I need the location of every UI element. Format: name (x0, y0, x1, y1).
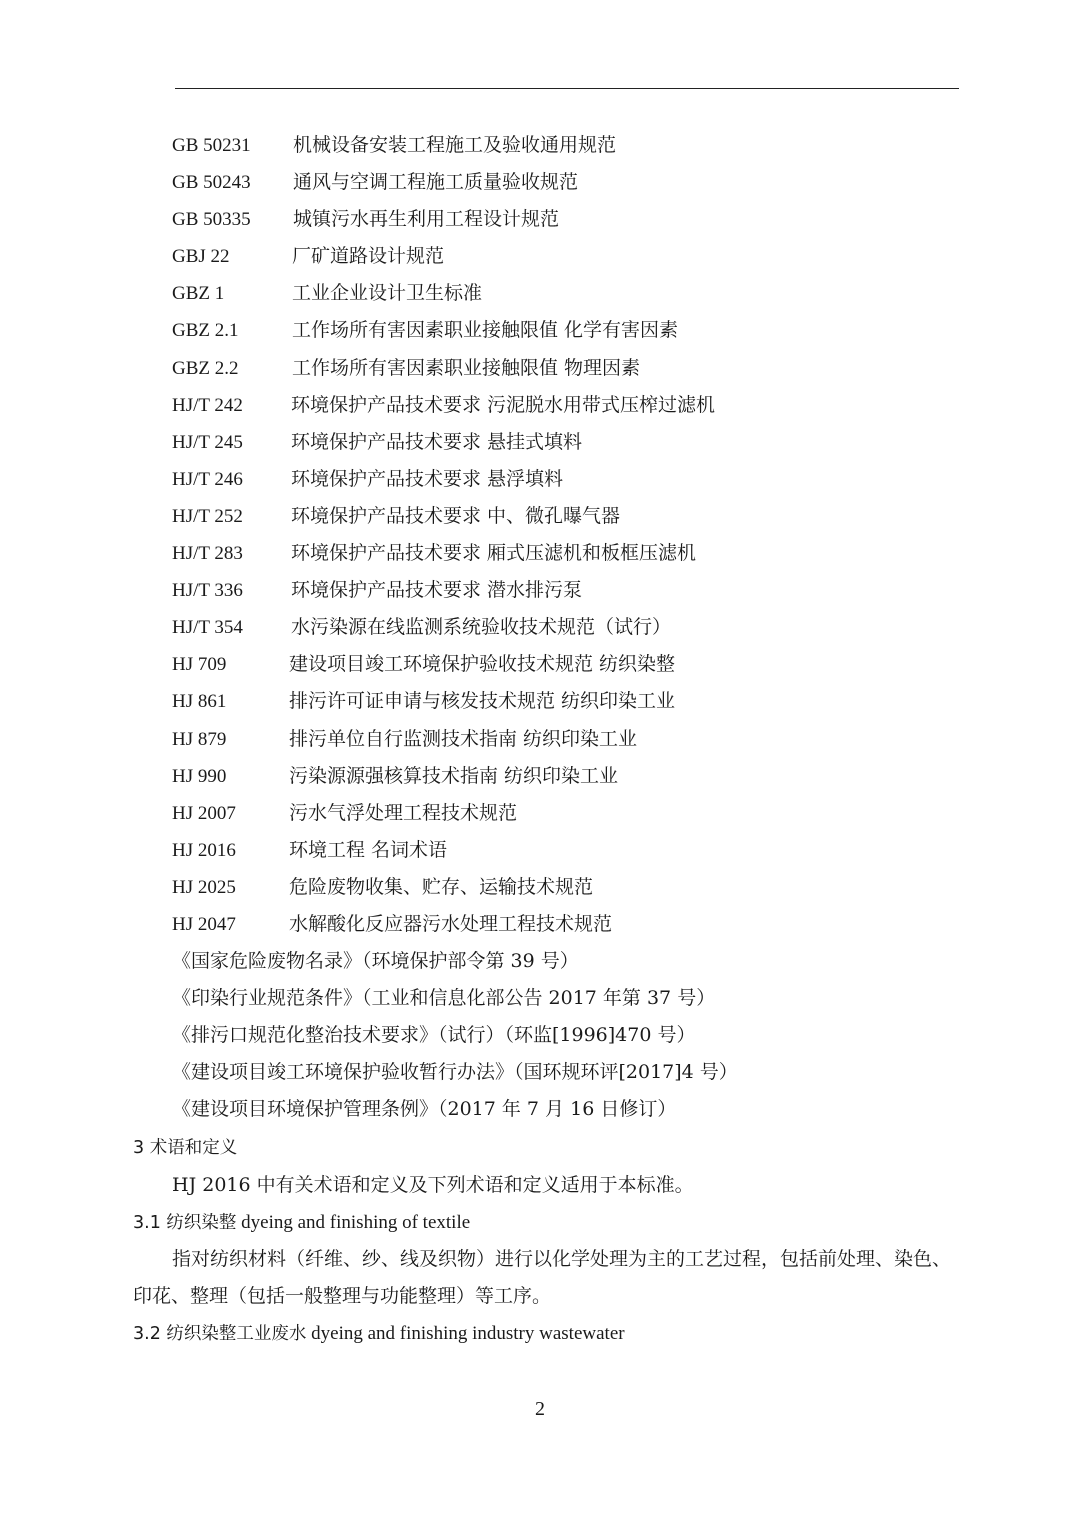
term-3-2-heading (133, 1315, 625, 1353)
normative-references-list (0, 127, 1080, 1129)
reference-row (0, 832, 1080, 869)
term-3-2-row (0, 1315, 1080, 1352)
reference-title: 环境保护产品技术要求 悬浮填料 (291, 467, 564, 490)
reference-title: 建设项目竣工环境保护验收技术规范 纺织染整 (289, 653, 676, 676)
reference-title: 危险废物收集、贮存、运输技术规范 (289, 875, 594, 898)
reference-title: 环境保护产品技术要求 中、微孔曝气器 (291, 504, 621, 527)
header-rule (175, 88, 959, 89)
section-3-heading-row (0, 1130, 1080, 1167)
reference-row (0, 275, 1080, 312)
reference-code: HJ/T 252 (172, 505, 243, 527)
reference-row (0, 164, 1080, 201)
reference-code: HJ 2047 (172, 913, 236, 935)
reference-code: GB 50231 (172, 135, 251, 156)
reference-title: 环境工程 名词术语 (289, 838, 448, 861)
term-3-1-row (0, 1204, 1080, 1241)
term-3-2-english: dyeing and finishing industry wastewater (306, 1323, 625, 1344)
reference-code: GB 50335 (172, 209, 251, 231)
reference-row (0, 795, 1080, 832)
reference-code: HJ 879 (172, 728, 227, 750)
reference-title: 环境保护产品技术要求 潜水排污泵 (291, 579, 583, 602)
reference-row (0, 387, 1080, 424)
reference-code: HJ 2025 (172, 876, 236, 898)
reference-code: GBJ 22 (172, 246, 230, 268)
reference-row (0, 869, 1080, 906)
regulation-document: 《排污口规范化整治技术要求》（试行）（环监[1996]470 号） (172, 1024, 696, 1047)
reference-row (0, 201, 1080, 238)
reference-code: HJ 2016 (172, 839, 236, 861)
reference-row (0, 609, 1080, 646)
reference-code: HJ/T 354 (172, 617, 243, 639)
reference-title: 通风与空调工程施工质量验收规范 (293, 171, 579, 194)
reference-code: HJ/T 242 (172, 394, 243, 416)
term-3-1-definition-row-1 (0, 1241, 1080, 1278)
reference-code: HJ/T 245 (172, 431, 243, 453)
section-3-heading: 3 术语和定义 (133, 1138, 238, 1158)
reference-title: 环境保护产品技术要求 悬挂式填料 (291, 430, 583, 453)
term-3-1-definition-line-2: 印花、整理（包括一般整理与功能整理）等工序。 (133, 1285, 552, 1307)
reference-title: 工业企业设计卫生标准 (292, 282, 483, 305)
reference-row (0, 127, 1080, 164)
reference-row (0, 312, 1080, 349)
reference-code: HJ/T 246 (172, 468, 243, 490)
term-3-1-title: 3.1 纺织染整 (133, 1213, 237, 1233)
reference-row (0, 683, 1080, 720)
reference-code: HJ 2007 (172, 802, 236, 824)
reference-code: HJ/T 283 (172, 543, 243, 565)
reference-row (0, 646, 1080, 683)
regulation-document: 《建设项目环境保护管理条例》（2017 年 7 月 16 日修订） (172, 1098, 677, 1121)
reference-code: GBZ 2.1 (172, 320, 239, 342)
reference-row (0, 461, 1080, 498)
reference-title: 水解酸化反应器污水处理工程技术规范 (289, 912, 613, 935)
reference-title: 环境保护产品技术要求 污泥脱水用带式压榨过滤机 (291, 393, 716, 416)
reference-row (0, 906, 1080, 943)
regulation-document: 《印染行业规范条件》（工业和信息化部公告 2017 年第 37 号） (172, 987, 716, 1010)
reference-title: 排污许可证申请与核发技术规范 纺织印染工业 (289, 690, 676, 713)
reference-row (0, 572, 1080, 609)
regulation-document: 《国家危险废物名录》（环境保护部令第 39 号） (172, 950, 579, 973)
reference-row (0, 498, 1080, 535)
reference-title: 机械设备安装工程施工及验收通用规范 (293, 134, 617, 156)
reference-title: 排污单位自行监测技术指南 纺织印染工业 (289, 727, 638, 750)
term-3-1-heading (133, 1204, 470, 1242)
reference-row (0, 424, 1080, 461)
regulation-document: 《建设项目竣工环境保护验收暂行办法》（国环规环评[2017]4 号） (172, 1061, 738, 1084)
reference-title: 水污染源在线监测系统验收技术规范（试行） (291, 616, 672, 639)
section-3-intro: HJ 2016 中有关术语和定义及下列术语和定义适用于本标准。 (172, 1174, 694, 1196)
reference-title: 工作场所有害因素职业接触限值 物理因素 (292, 356, 641, 379)
reference-title: 污水气浮处理工程技术规范 (289, 801, 518, 824)
term-3-1-definition-line-1: 指对纺织材料（纤维、纱、线及织物）进行以化学处理为主的工艺过程，包括前处理、染色、 (172, 1248, 952, 1270)
reference-code: GBZ 1 (172, 283, 225, 305)
reference-code: HJ 990 (172, 765, 227, 787)
reference-title: 污染源源强核算技术指南 纺织印染工业 (289, 764, 619, 787)
reference-code: GBZ 2.2 (172, 357, 239, 379)
reference-row (0, 350, 1080, 387)
reference-row (0, 721, 1080, 758)
reference-title: 厂矿道路设计规范 (292, 245, 445, 268)
term-3-2-title: 3.2 纺织染整工业废水 (133, 1324, 307, 1344)
term-3-1-definition-row-2 (0, 1278, 1080, 1315)
page-number: 2 (535, 1398, 545, 1420)
reference-row (0, 535, 1080, 572)
reference-row (0, 238, 1080, 275)
reference-title: 城镇污水再生利用工程设计规范 (293, 208, 560, 231)
reference-title: 工作场所有害因素职业接触限值 化学有害因素 (292, 319, 679, 342)
reference-code: HJ 709 (172, 654, 227, 676)
reference-code: GB 50243 (172, 172, 251, 194)
section-3-intro-row (0, 1167, 1080, 1204)
reference-code: HJ 861 (172, 691, 227, 713)
reference-code: HJ/T 336 (172, 580, 243, 602)
reference-row (0, 758, 1080, 795)
reference-title: 环境保护产品技术要求 厢式压滤机和板框压滤机 (291, 542, 697, 565)
term-3-1-english: dyeing and finishing of textile (236, 1212, 471, 1233)
